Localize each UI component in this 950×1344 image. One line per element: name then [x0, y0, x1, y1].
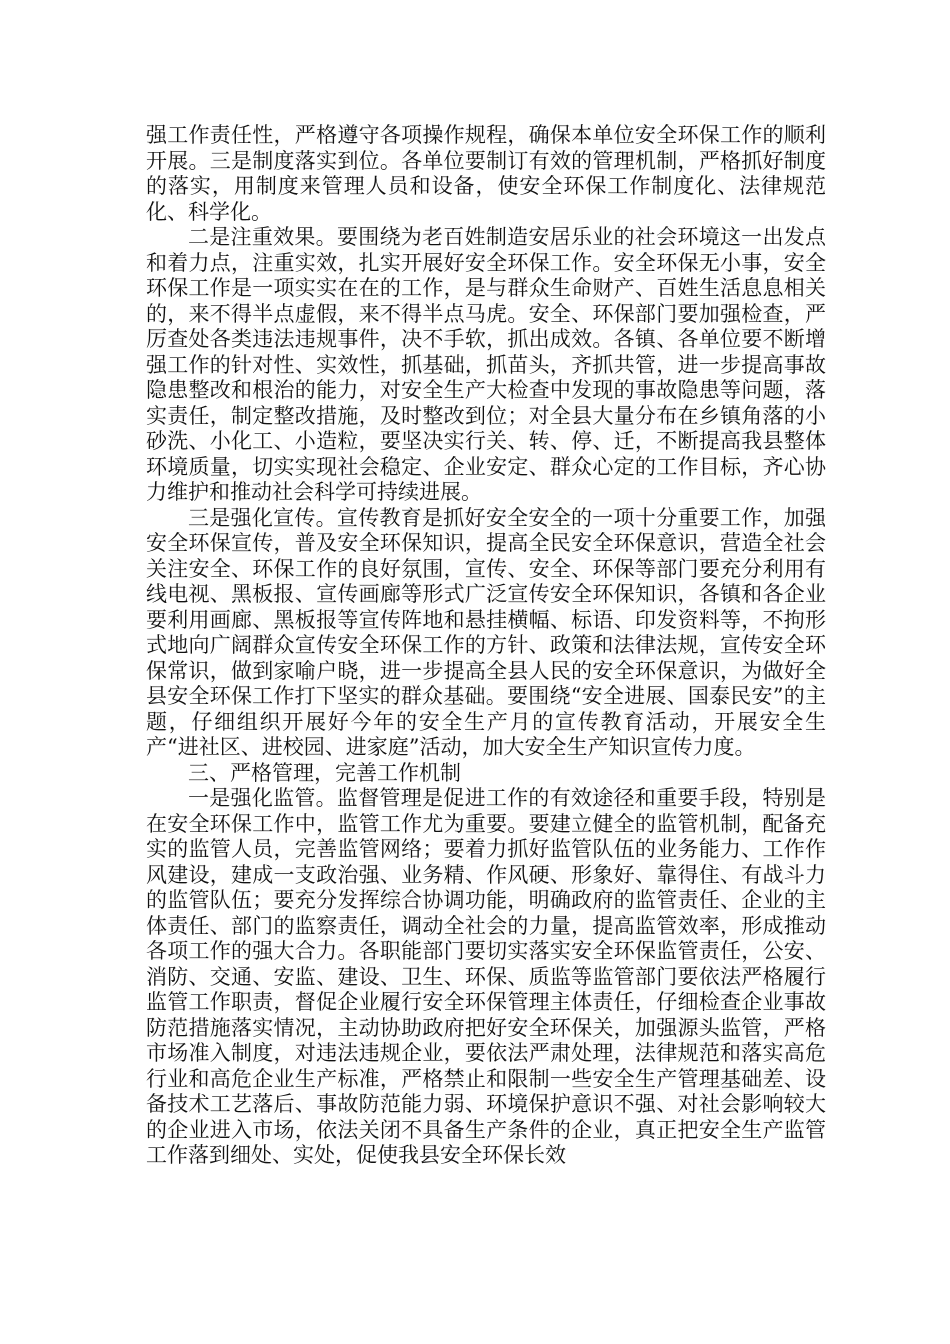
paragraph-strengthen-supervision: 一是强化监管。监督管理是促进工作的有效途径和重要手段，特别是在安全环保工作中，监管工作尤为重要。要建立健全的监管机制，配备充实的监管人员，完善监管网络；要着力抓好监管队伍的业务能力、工作作风建设，建成一支政治强、业务精、作风硬、形象好、靠得住、有战斗力的监管队伍；要充分发挥综合协调功能，明确政府的监管责任、企业的主体责任、部门的监察责任，调动全社会的力量，提高监管效率，形成推动各项工作的强大合力。各职能部门要切实落实安全环保监管责任，公安、消防、交通、安监、建设、卫生、环保、质监等监管部门要依法严格履行监管工作职责，督促企业履行安全环保管理主体责任，仔细检查企业事故防范措施落实情况，主动协助政府把好安全环保关，加强源头监管，严格市场准入制度，对违法违规企业，要依法严肃处理，法律规范和落实高危行业和高危企业生产标准，严格禁止和限制一些安全生产管理基础差、设备技术工艺落后、事故防范能力弱、环境保护意识不强、对社会影响较大的企业进入市场，依法关闭不具备生产条件的企业，真正把安全生产监管工作落到细处、实处，促使我县安全环保长效	[146, 786, 826, 1167]
paragraph-strengthen-publicity: 三是强化宣传。宣传教育是抓好安全安全的一项十分重要工作，加强安全环保宣传，普及安全环保知识，提高全民安全环保意识，营造全社会关注安全、环保工作的良好氛围，宣传、安全、环保等部门要充分利用有线电视、黑板报、宣传画廊等形式广泛宣传安全环保知识，各镇和各企业要利用画廊、黑板报等宣传阵地和悬挂横幅、标语、印发资料等，不拘形式地向广阔群众宣传安全环保工作的方针、政策和法律法规，宣传安全环保常识，做到家喻户晓，进一步提高全县人民的安全环保意识，为做好全县安全环保工作打下坚实的群众基础。要围绕“安全进展、国泰民安”的主题，仔细组织开展好今年的安全生产月的宣传教育活动，开展安全生产“进社区、进校园、进家庭”活动，加大安全生产知识宣传力度。	[146, 505, 826, 759]
paragraph-focus-effect: 二是注重效果。要围绕为老百姓制造安居乐业的社会环境这一出发点和着力点，注重实效，扎实开展好安全环保工作。安全环保无小事，安全环保工作是一项实实在在的工作，是与群众生命财产、百姓生活息息相关的，来不得半点虚假，来不得半点马虎。安全、环保部门要加强检查，严厉查处各类违法违规事件，决不手软，抓出成效。各镇、各单位要不断增强工作的针对性、实效性，抓基础，抓苗头，齐抓共管，进一步提高事故隐患整改和根治的能力，对安全生产大检查中发现的事故隐患等问题，落实责任，制定整改措施，及时整改到位；对全县大量分布在乡镇角落的小砂洗、小化工、小造粒，要坚决实行关、转、停、迁，不断提高我县整体环境质量，切实实现社会稳定、企业安定、群众心定的工作目标，齐心协力维护和推动社会科学可持续进展。	[146, 225, 826, 504]
paragraph-continuation: 强工作责任性，严格遵守各项操作规程，确保本单位安全环保工作的顺利开展。三是制度落实到位。各单位要制订有效的管理机制，严格抓好制度的落实，用制度来管理人员和设备，使安全环保工作制度化、法律规范化、科学化。	[146, 123, 826, 224]
section-heading-strict-management: 三、严格管理，完善工作机制	[188, 760, 461, 785]
document-body	[146, 123, 826, 1169]
